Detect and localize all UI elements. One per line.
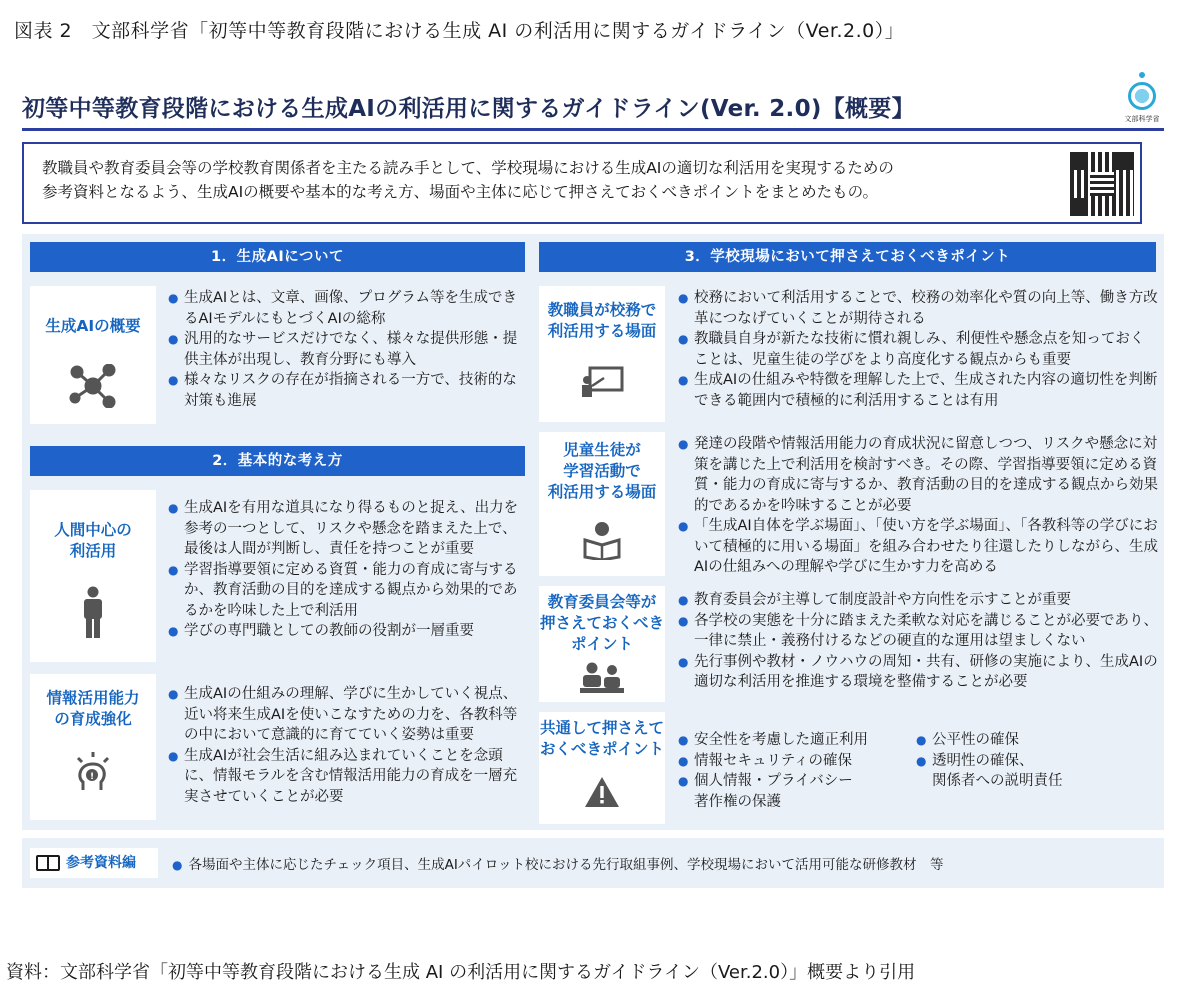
section-3-bullets-4-right [916,730,1156,792]
card-label: 教育委員会等が 押さえておくべき ポイント [539,593,664,653]
reference-label-text: 参考資料編 [66,855,136,871]
card-staff-school-affairs [539,286,665,422]
svg-text:!: ! [90,772,95,782]
list-item: ● 生成AIの仕組みの理解、学びに生かしていく視点、近い将来生成AIを使いこなすための力を、各教科等の中において意識的に育てていく姿勢は重要 [168,684,523,746]
title-rule [22,128,1164,131]
section-3-bullets-3 [678,590,1158,693]
warning-icon [584,776,620,812]
card-info-literacy [30,674,156,820]
list-item: ● 各学校の実態を十分に踏まえた柔軟な対応を講じることが必要であり、一律に禁止・義務付けるなどの硬直的な運用は望ましくない [678,611,1158,652]
section-1-bullets [168,288,523,411]
list-item: ● 情報セキュリティの確保 [678,751,908,772]
reader-icon [582,520,622,564]
card-genai-overview [30,286,156,424]
list-item: ● 先行事例や教材・ノウハウの周知・共有、研修の実施により、生成AIの適切な利活用を推進する環境を整備することが必要 [678,652,1158,693]
card-label: 情報活用能力 の育成強化 [46,689,140,728]
reference-text: ● 各場面や主体に応じたチェック項目、生成AIパイロット校における先行取組事例、学校現場において活用可能な研修教材 等 [172,853,944,873]
mext-logo-text: 文部科学省 [1124,115,1160,123]
guideline-overview-document [22,62,1164,902]
list-item: ● 生成AIが社会生活に組み込まれていくことを念頭に、情報モラルを含む情報活用能力の育成を一層充実させていくことが必要 [168,746,523,808]
document-title: 初等中等教育段階における生成AIの利活用に関するガイドライン(Ver. 2.0)【概要】 [22,96,915,122]
list-item: ● 汎用的なサービスだけでなく、様々な提供形態・提供主体が出現し、教育分野にも導入 [168,329,523,370]
section-2-header: 2．基本的な考え方 [30,446,525,476]
intro-line: 参考資料となるよう、生成AIの概要や基本的な考え方、場面や主体に応じて押さえておくべきポイントをまとめたもの。 [42,183,879,201]
section-1-header: 1．生成AIについて [30,242,525,272]
content-panel [22,234,1164,830]
card-label: 児童生徒が 学習活動で 利活用する場面 [547,441,657,501]
list-item: ● 教職員自身が新たな技術に慣れ親しみ、利便性や懸念点を知っておくことは、児童生徒の学びをより高度化する観点からも重要 [678,329,1158,370]
list-item: ● 校務において利活用することで、校務の効率化や質の向上等、働き方改革につなげていくことが期待される [678,288,1158,329]
teacher-board-icon [580,366,624,402]
source-note: 資料：文部科学省「初等中等教育段階における生成 AI の利活用に関するガイドライン（Ver.2.0）」概要より引用 [6,962,916,983]
meeting-icon [580,662,624,698]
section-3-header: 3．学校現場において押さえておくべきポイント [539,242,1156,272]
list-item: ● 透明性の確保、 関係者への説明責任 [916,751,1156,792]
list-item: ● 生成AIとは、文章、画像、プログラム等を生成できるAIモデルにもとづくAIの総称 [168,288,523,329]
book-icon [36,855,60,871]
section-2-bullets-1 [168,498,523,642]
section-3-bullets-4-left [678,730,908,812]
list-item: ● 教育委員会が主導して制度設計や方向性を示すことが重要 [678,590,1158,611]
person-icon [81,586,105,642]
list-item: ● 様々なリスクの存在が指摘される一方で、技術的な対策も進展 [168,370,523,411]
reference-label [30,848,158,878]
card-label: 生成AIの概要 [45,317,141,335]
intro-box [22,142,1142,224]
card-label: 共通して押さえて おくべきポイント [539,719,664,758]
list-item: ● 生成AIを有用な道具になり得るものと捉え、出力を参考の一つとして、リスクや懸念を踏まえた上で、最後は人間が判断し、責任を持つことが重要 [168,498,523,560]
card-students-learning [539,432,665,576]
section-2-bullets-2 [168,684,523,807]
list-item: ● 公平性の確保 [916,730,1156,751]
card-common-points [539,712,665,824]
card-human-centered [30,490,156,662]
list-item: ● 発達の段階や情報活用能力の育成状況に留意しつつ、リスクや懸念に対策を講じた上で利活用を検討すべき。その際、学習指導要領に定める資質・能力の育成に寄与するか、教育活動の目的を達成する観点から効果的であるかを吟味することが必要 [678,434,1158,516]
card-label: 人間中心の 利活用 [54,521,132,560]
list-item: ● 個人情報・プライバシー 著作権の保護 [678,771,908,812]
section-3-bullets-2 [678,434,1158,578]
idea-head-icon [71,750,115,798]
list-item: ● 学習指導要領に定める資質・能力の育成に寄与するか、教育活動の目的を達成する観点から効果的であるかを吟味した上で利活用 [168,560,523,622]
card-education-board [539,586,665,702]
list-item: ● 「生成AI自体を学ぶ場面」、「使い方を学ぶ場面」、「各教科等の学びにおいて積極的に用いる場面」を組み合わせたり往還したりしながら、生成AIの仕組みへの理解や学びに生かす力を高める [678,516,1158,578]
list-item: ● 生成AIの仕組みや特徴を理解した上で、生成された内容の適切性を判断できる範囲内で積極的に利活用することは有用 [678,370,1158,411]
card-label: 教職員が校務で 利活用する場面 [547,301,657,340]
reference-bar [22,838,1164,888]
intro-line: 教職員や教育委員会等の学校教育関係者を主たる読み手として、学校現場における生成AIの適切な利活用を実現するための [42,159,894,177]
network-icon [69,364,117,412]
mext-logo [1122,68,1162,126]
figure-caption: 図表 2 文部科学省「初等中等教育段階における生成 AI の利活用に関するガイドライン（Ver.2.0）」 [14,20,905,42]
list-item: ● 学びの専門職としての教師の役割が一層重要 [168,621,523,642]
section-3-bullets-1 [678,288,1158,411]
list-item: ● 安全性を考慮した適正利用 [678,730,908,751]
qr-code-icon[interactable] [1070,152,1134,216]
